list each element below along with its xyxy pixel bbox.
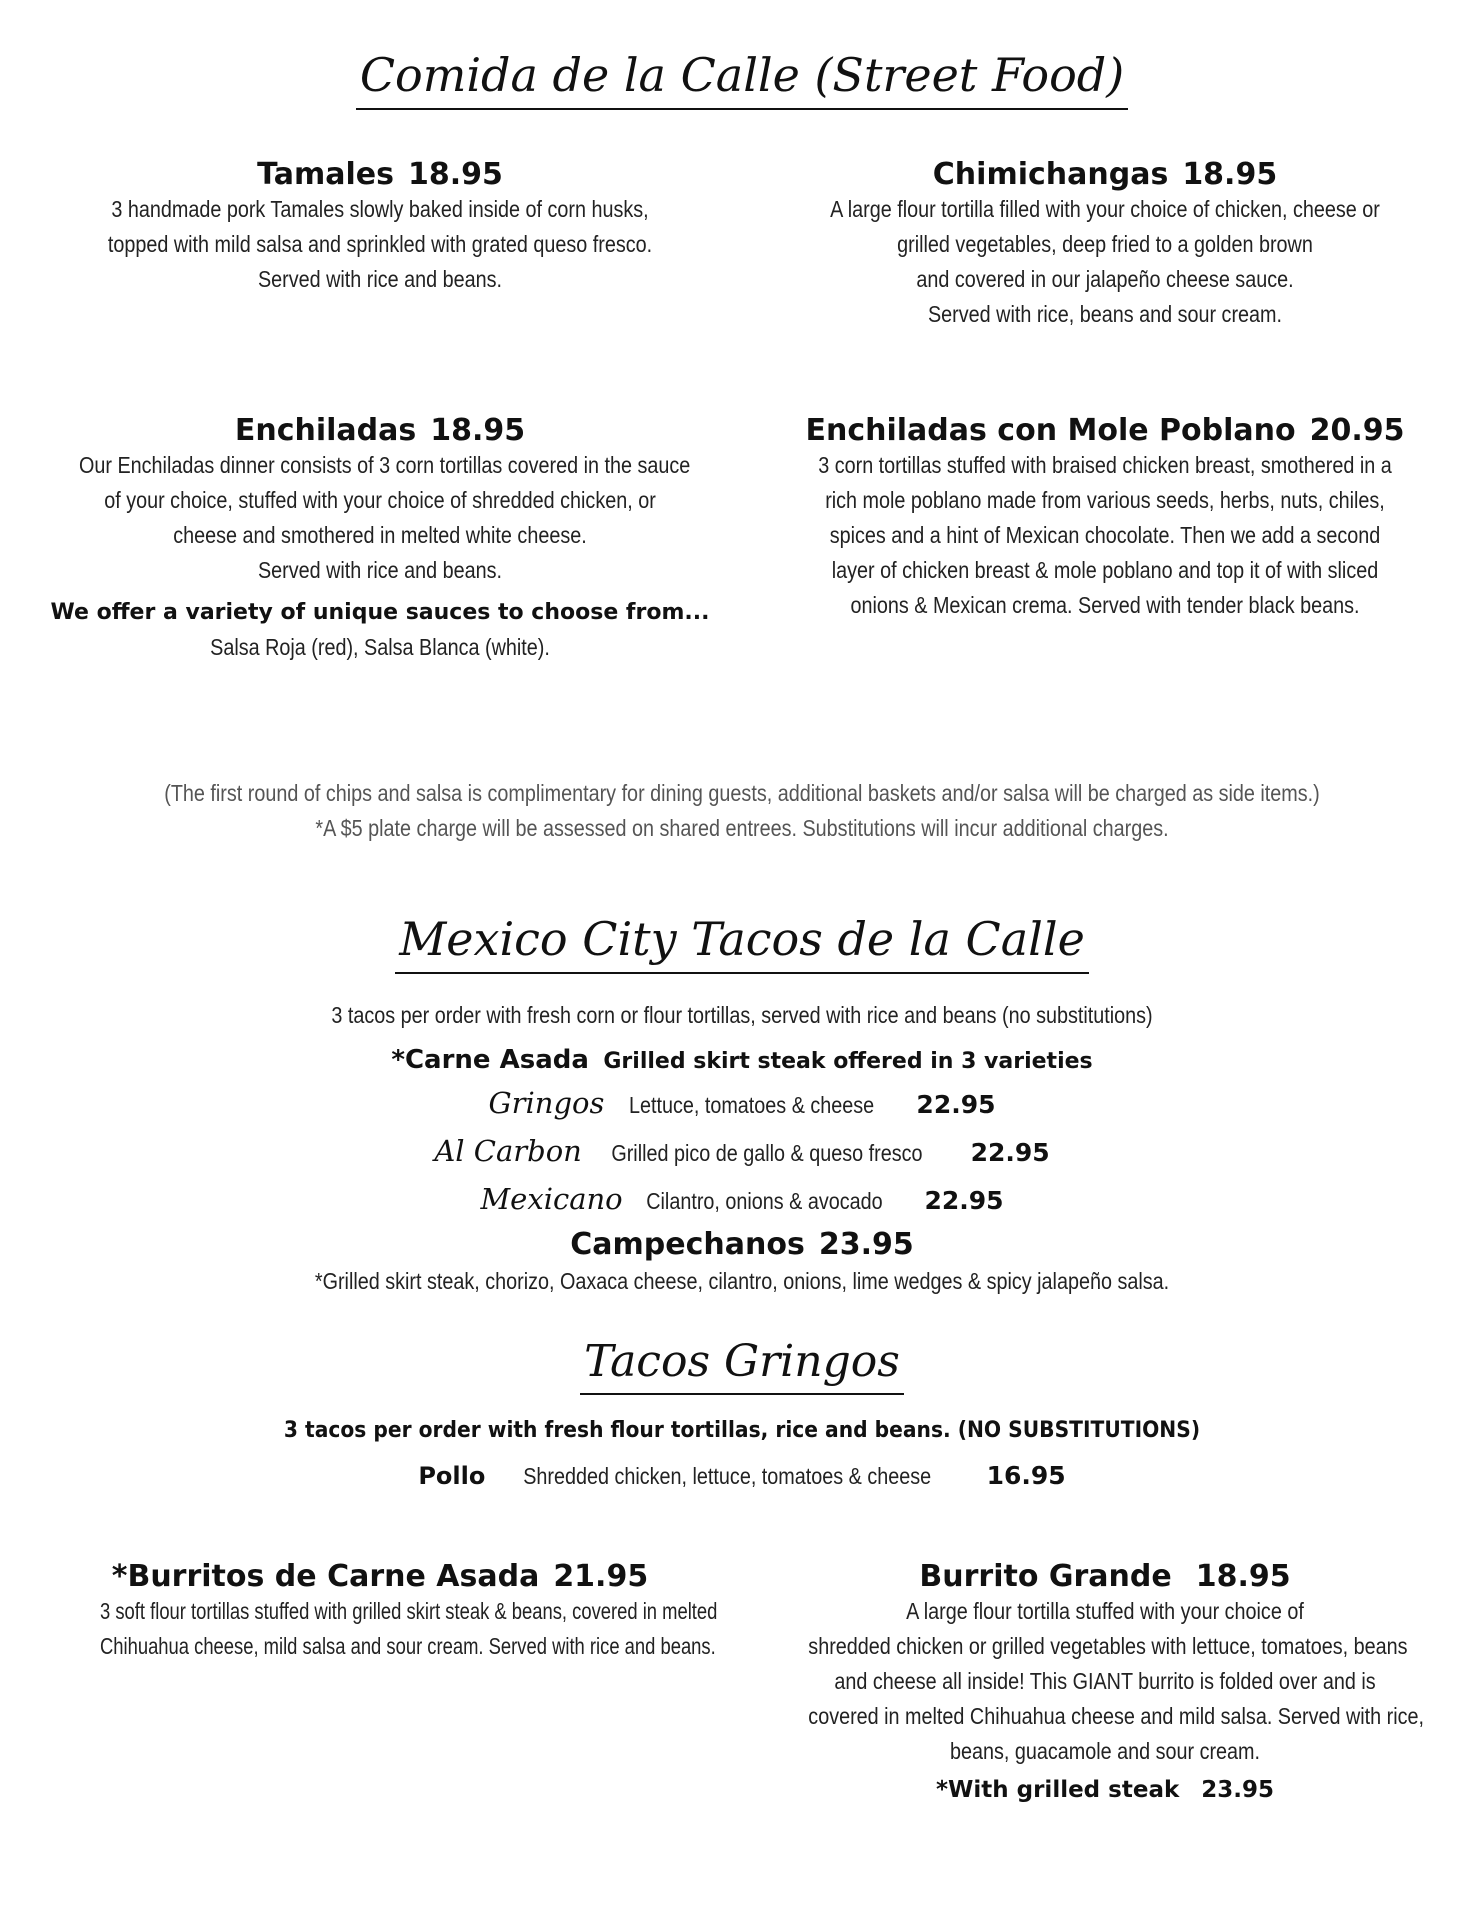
item-name: Campechanos [570,1227,805,1262]
item-name: Tamales [257,157,394,192]
variety-name: Mexicano [480,1182,623,1216]
variety-price: 22.95 [970,1138,1050,1167]
description-line: grilled vegetables, deep fried to a golden brown [897,231,1313,257]
description-line: spices and a hint of Mexican chocolate. Then we add a second [829,522,1381,548]
mexico-city-subtitle: 3 tacos per order with fresh corn or flour tortillas, served with rice and beans (no substitutions) [331,1002,1153,1028]
description-line: and cheese all inside! This GIANT burrito is folded over and is [834,1668,1376,1694]
policy-notes [0,776,1484,846]
item-price: 20.95 [1309,413,1405,448]
item-heading [760,414,1450,448]
variety-name: Gringos [488,1086,605,1120]
tacos-gringos-section [0,1414,1484,1500]
description-line: covered in melted Chihuahua cheese and mild salsa. Served with rice, [808,1703,1425,1729]
tacos-gringos-title [0,1336,1484,1387]
description-line: Served with rice and beans. [257,266,503,292]
item-description [79,448,691,588]
variety-row [0,1082,1484,1130]
mexico-city-section [0,998,1484,1299]
pollo-name: Pollo [418,1462,486,1490]
tacos-gringos-title-text: Tacos Gringos [580,1336,904,1395]
steak-option-label: *With grilled steak [935,1777,1180,1803]
item-heading [760,158,1450,192]
item-name: Enchiladas con Mole Poblano [805,413,1296,448]
menu-item-mole-poblano [760,414,1450,623]
description-line: and covered in our jalapeño cheese sauce. [916,266,1294,292]
campechanos-heading [0,1228,1484,1262]
description-line: rich mole poblano made from various seeds, herbs, nuts, chiles, [825,487,1385,513]
tacos-gringos-subtitle: 3 tacos per order with fresh flour tortillas, rice and beans. (NO SUBSTITUTIONS) [283,1418,1201,1443]
chips-note: (The first round of chips and salsa is complimentary for dining guests, additional baskets and/or salsa will be charged as side items.) [164,780,1320,806]
variety-desc: Lettuce, tomatoes & cheese [628,1092,875,1118]
item-price: 18.95 [1195,1559,1291,1594]
item-name: *Burritos de Carne Asada [111,1559,540,1594]
item-name: Enchiladas [234,413,417,448]
carne-asada-desc: Grilled skirt steak offered in 3 varieties [603,1049,1093,1074]
description-line: A large flour tortilla stuffed with your choice of [906,1598,1304,1624]
item-price: 18.95 [430,413,526,448]
description-line: shredded chicken or grilled vegetables with lettuce, tomatoes, beans [808,1633,1408,1659]
item-heading [760,1560,1450,1594]
description-line: Served with rice and beans. [257,557,503,583]
pollo-desc: Shredded chicken, lettuce, tomatoes & cheese [523,1463,931,1489]
description-line: onions & Mexican crema. Served with tender black beans. [850,592,1360,618]
street-food-title-text: Comida de la Calle (Street Food) [356,48,1128,110]
description-line: Served with rice, beans and sour cream. [927,301,1283,327]
sauces-heading: We offer a variety of unique sauces to choose from... [50,600,710,625]
description-line: beans, guacamole and sour cream. [949,1738,1261,1764]
item-description [100,1594,718,1664]
item-description [808,192,1401,332]
variety-desc: Cilantro, onions & avocado [646,1188,883,1214]
description-line: cheese and smothered in melted white cheese. [173,522,587,548]
steak-option [760,1773,1450,1807]
item-name: Chimichangas [932,157,1169,192]
variety-name: Al Carbon [434,1134,582,1168]
item-heading [40,158,720,192]
description-line: topped with mild salsa and sprinkled with grated queso fresco. [107,231,653,257]
mexico-city-title-text: Mexico City Tacos de la Calle [395,912,1089,974]
variety-price: 22.95 [916,1090,996,1119]
item-name: Burrito Grande [919,1559,1172,1594]
item-price: 23.95 [818,1227,914,1262]
menu-item-chimichangas [760,158,1450,332]
item-description [808,1594,1425,1769]
description-line: 3 corn tortillas stuffed with braised chicken breast, smothered in a [818,452,1392,478]
variety-desc: Grilled pico de gallo & queso fresco [611,1140,923,1166]
item-price: 18.95 [1182,157,1278,192]
variety-price: 22.95 [924,1186,1004,1215]
menu-item-tamales [40,158,720,297]
campechanos-desc: *Grilled skirt steak, chorizo, Oaxaca cheese, cilantro, onions, lime wedges & spicy jalapeño salsa. [314,1268,1170,1294]
item-description [808,448,1401,623]
variety-row [0,1178,1484,1226]
carne-asada-heading [0,1043,1484,1082]
description-line: A large flour tortilla filled with your choice of chicken, cheese or [830,196,1380,222]
carne-asada-star: * [391,1045,405,1075]
menu-item-burrito-grande [760,1560,1450,1807]
carne-asada-name: Carne Asada [404,1045,589,1075]
street-food-title [0,48,1484,102]
description-line: of your choice, stuffed with your choice of shredded chicken, or [104,487,656,513]
menu-item-burritos-carne-asada [30,1560,730,1664]
description-line: Chihuahua cheese, mild salsa and sour cream. Served with rice and beans. [100,1633,716,1659]
pollo-row [0,1456,1484,1500]
description-line: 3 handmade pork Tamales slowly baked inside of corn husks, [111,196,649,222]
sauces-list: Salsa Roja (red), Salsa Blanca (white). [210,634,550,660]
steak-option-price: 23.95 [1201,1777,1275,1803]
item-price: 21.95 [553,1559,649,1594]
item-heading [30,414,730,448]
mexico-city-title [0,912,1484,966]
pollo-price: 16.95 [986,1461,1066,1490]
variety-row [0,1130,1484,1178]
description-line: 3 soft flour tortillas stuffed with grilled skirt steak & beans, covered in melted [100,1598,718,1624]
item-heading [30,1560,730,1594]
description-line: layer of chicken breast & mole poblano and top it of with sliced [831,557,1379,583]
item-price: 18.95 [407,157,503,192]
menu-item-enchiladas [30,414,730,665]
plate-charge-note: *A $5 plate charge will be assessed on shared entrees. Substitutions will incur additional charges. [315,815,1169,841]
description-line: Our Enchiladas dinner consists of 3 corn tortillas covered in the sauce [79,452,691,478]
item-description [88,192,673,297]
